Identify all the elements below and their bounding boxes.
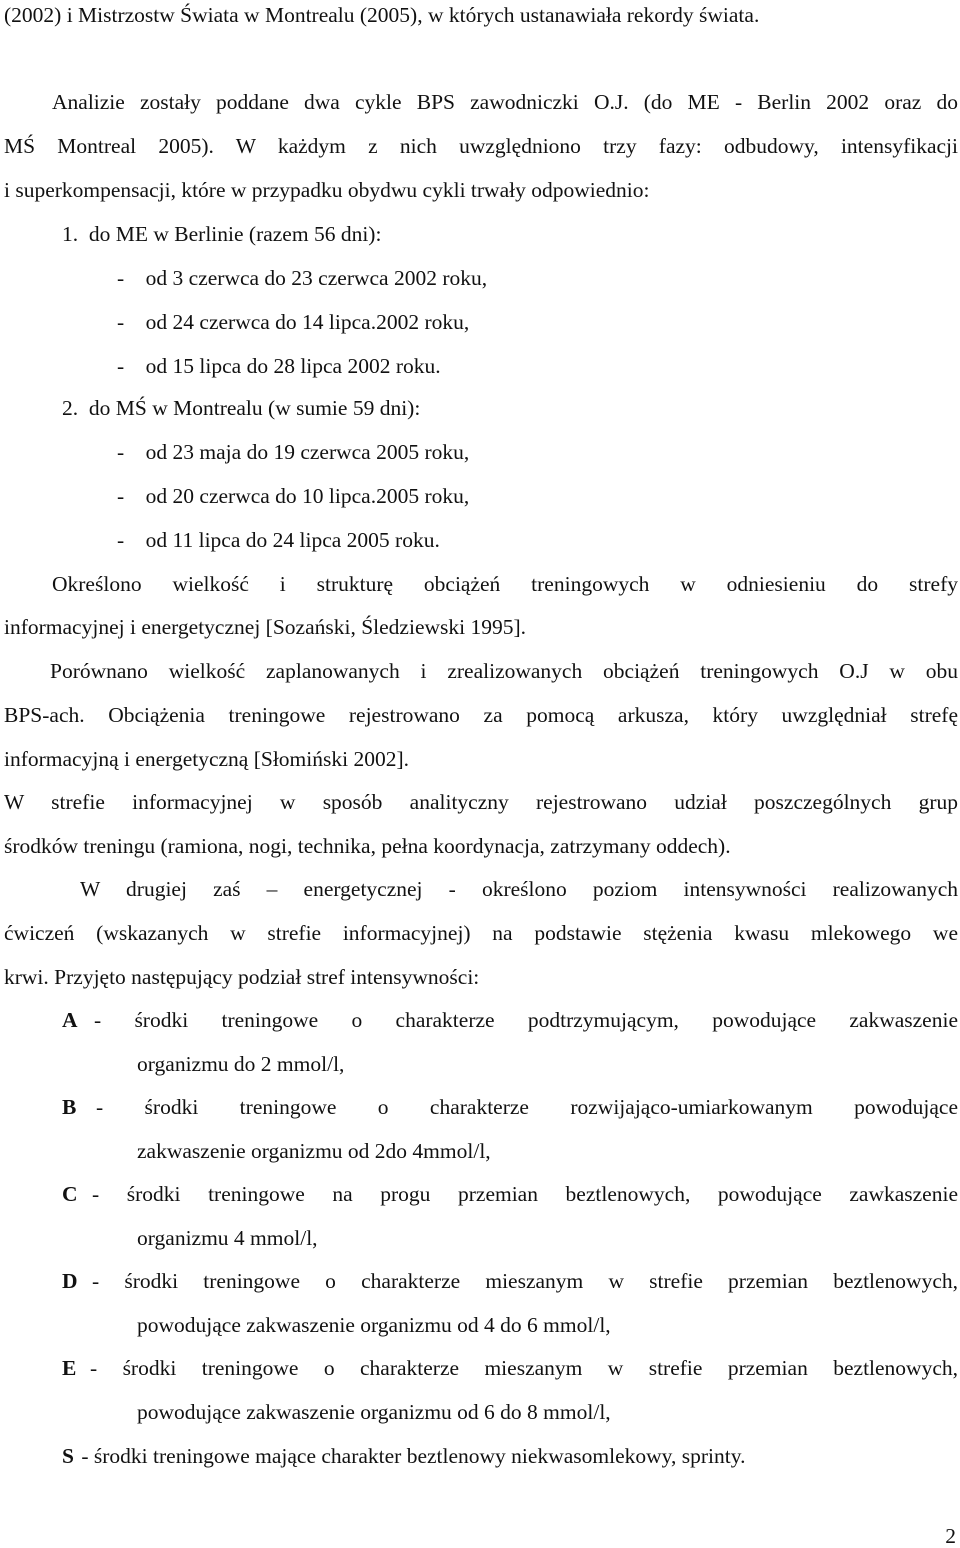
paragraph-line: środków treningu (ramiona, nogi, technika, pełna koordynacja, zatrzymany oddech). — [4, 834, 731, 858]
list-subitem: - od 23 maja do 19 czerwca 2005 roku, — [117, 440, 470, 464]
zone-description-cont: powodujące zakwaszenie organizmu od 4 do 6 mmol/l, — [137, 1313, 611, 1337]
zone-description: - środki treningowe o charakterze mieszanym w strefie przemian beztlenowych, — [90, 1356, 958, 1380]
zone-description: - środki treningowe o charakterze podtrzymującym, powodujące zakwaszenie — [94, 1008, 958, 1032]
paragraph-line: Analizie zostały poddane dwa cykle BPS zawodniczki O.J. (do ME - Berlin 2002 oraz do — [52, 90, 958, 114]
paragraph-line: BPS-ach. Obciążenia treningowe rejestrowano za pomocą arkusza, który uwzględniał strefę — [4, 703, 958, 727]
zone-label-e: E — [62, 1356, 77, 1380]
paragraph-line: krwi. Przyjęto następujący podział stref intensywności: — [4, 965, 480, 989]
paragraph-line: informacyjną i energetyczną [Słomiński 2002]. — [4, 747, 410, 771]
paragraph-line: (2002) i Mistrzostw Świata w Montrealu (2005), w których ustanawiała rekordy świata. — [4, 3, 760, 27]
zone-label-c: C — [62, 1182, 78, 1206]
list-item-title: 1. do ME w Berlinie (razem 56 dni): — [62, 222, 382, 246]
zone-description-cont: organizmu 4 mmol/l, — [137, 1226, 318, 1250]
list-subitem: - od 11 lipca do 24 lipca 2005 roku. — [117, 528, 440, 552]
zone-description-cont: organizmu do 2 mmol/l, — [137, 1052, 345, 1076]
zone-label-b: B — [62, 1095, 77, 1119]
list-subitem: - od 24 czerwca do 14 lipca.2002 roku, — [117, 310, 470, 334]
zone-description: - środki treningowe o charakterze rozwijająco-umiarkowanym powodujące — [96, 1095, 958, 1119]
paragraph-line: MŚ Montreal 2005). W każdym z nich uwzględniono trzy fazy: odbudowy, intensyfikacji — [4, 134, 958, 158]
zone-label-s: S — [62, 1444, 74, 1468]
paragraph-line: ćwiczeń (wskazanych w strefie informacyjnej) na podstawie stężenia kwasu mlekowego we — [4, 921, 958, 945]
page-number: 2 — [945, 1524, 956, 1548]
zone-description: - środki treningowe o charakterze mieszanym w strefie przemian beztlenowych, — [92, 1269, 958, 1293]
list-item-title: 2. do MŚ w Montrealu (w sumie 59 dni): — [62, 396, 421, 420]
zone-label-a: A — [62, 1008, 78, 1032]
paragraph-line: Porównano wielkość zaplanowanych i zrealizowanych obciążeń treningowych O.J w obu — [50, 659, 958, 683]
list-subitem: - od 3 czerwca do 23 czerwca 2002 roku, — [117, 266, 488, 290]
zone-description-cont: zakwaszenie organizmu od 2do 4mmol/l, — [137, 1139, 491, 1163]
zone-description-cont: powodujące zakwaszenie organizmu od 6 do 8 mmol/l, — [137, 1400, 611, 1424]
zone-label-d: D — [62, 1269, 78, 1293]
paragraph-line: Określono wielkość i strukturę obciążeń treningowych w odniesieniu do strefy — [52, 572, 958, 596]
paragraph-line: W drugiej zaś – energetycznej - określono poziom intensywności realizowanych — [80, 877, 958, 901]
list-subitem: - od 15 lipca do 28 lipca 2002 roku. — [117, 354, 441, 378]
paragraph-line: W strefie informacyjnej w sposób analityczny rejestrowano udział poszczególnych grup — [4, 790, 958, 814]
zone-description: - środki treningowe na progu przemian beztlenowych, powodujące zawkaszenie — [92, 1182, 958, 1206]
paragraph-line: informacyjnej i energetycznej [Sozański, Śledziewski 1995]. — [4, 615, 527, 639]
paragraph-line: i superkompensacji, które w przypadku obydwu cykli trwały odpowiednio: — [4, 178, 650, 202]
zone-description: - środki treningowe mające charakter beztlenowy niekwasomlekowy, sprinty. — [76, 1444, 746, 1468]
list-subitem: - od 20 czerwca do 10 lipca.2005 roku, — [117, 484, 470, 508]
